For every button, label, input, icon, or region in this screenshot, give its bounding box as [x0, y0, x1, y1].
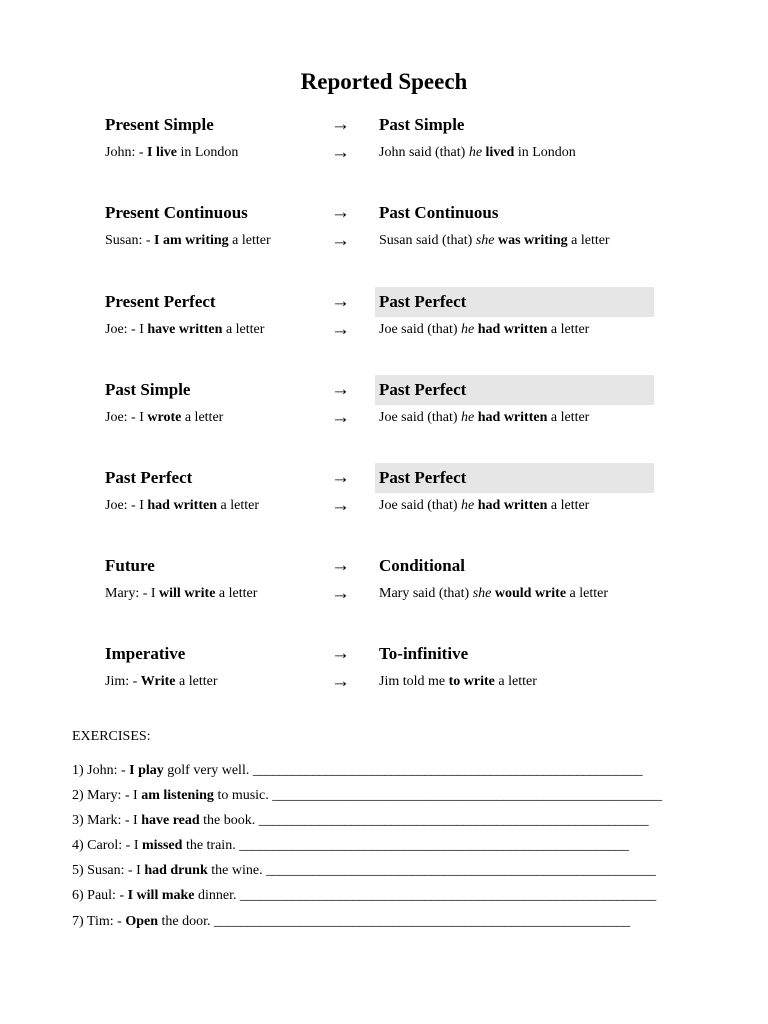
text-run: John said (that) [379, 145, 469, 160]
text-run: a letter [175, 674, 218, 689]
text-run: Susan said (that) [379, 233, 476, 248]
text-run: John: - [105, 145, 147, 160]
text-run: a letter [567, 233, 610, 248]
example-direct [105, 407, 223, 429]
text-run: 6) Paul: - [72, 888, 128, 903]
example-reported [379, 671, 537, 693]
italic-text: she [475, 233, 495, 248]
text-run: a letter [566, 586, 609, 601]
tense-direct: Past Simple [105, 380, 191, 399]
bold-text: Write [140, 674, 176, 689]
bold-text: had written [477, 410, 548, 425]
bold-text: had written [477, 322, 548, 337]
text-run: Joe said (that) [379, 322, 462, 337]
answer-blank[interactable]: _______________________________________________________________ [240, 888, 656, 903]
tense-direct: Imperative [105, 644, 186, 663]
text-run: Joe: - I [105, 498, 148, 513]
arrow-icon: → [331, 230, 350, 251]
bold-text: would write [494, 586, 567, 601]
text-run: Susan: - [105, 233, 154, 248]
text-run: golf very well. [163, 763, 253, 778]
arrow-icon: → [331, 555, 350, 576]
example-direct [105, 230, 271, 252]
text-run: the wine. [207, 863, 267, 878]
bold-text: to write [448, 674, 495, 689]
example-reported [379, 142, 576, 164]
example-reported [379, 319, 589, 341]
text-run: the train. [182, 838, 240, 853]
tense-direct: Past Perfect [105, 468, 193, 487]
text-run: 2) Mary: - I [72, 788, 142, 803]
rule-row [0, 198, 768, 258]
text-run: a letter [181, 410, 224, 425]
italic-text: she [472, 586, 492, 601]
text-run: a letter [222, 322, 265, 337]
text-run: Joe said (that) [379, 498, 462, 513]
arrow-icon: → [331, 671, 350, 692]
tense-direct: Present Continuous [105, 203, 248, 222]
text-run: the book. [199, 813, 259, 828]
rule-row [0, 463, 768, 523]
example-direct [105, 671, 218, 693]
exercise-item [72, 785, 696, 807]
bold-text: I play [129, 763, 164, 778]
text-run: Mary: - I [105, 586, 160, 601]
exercise-item [72, 810, 696, 832]
arrow-icon: → [331, 643, 350, 664]
arrow-icon: → [331, 291, 350, 312]
bold-text: had drunk [144, 863, 208, 878]
tense-reported: Past Continuous [379, 203, 499, 222]
example-direct [105, 142, 238, 164]
arrow-icon: → [331, 114, 350, 135]
bold-text: lived [485, 145, 515, 160]
rule-row [0, 551, 768, 611]
arrow-icon: → [331, 379, 350, 400]
exercise-item [72, 885, 696, 907]
text-run: 3) Mark: - I [72, 813, 142, 828]
exercise-item [72, 911, 696, 933]
answer-blank[interactable]: ___________________________________________________________ [266, 863, 656, 878]
text-run: to music. [213, 788, 273, 803]
italic-text: he [461, 498, 475, 513]
answer-blank[interactable]: _______________________________________________________________ [214, 914, 630, 929]
page-title: Reported Speech [300, 69, 468, 94]
text-run: dinner. [194, 888, 240, 903]
tense-direct: Present Simple [105, 115, 214, 134]
bold-text: I live [147, 145, 177, 160]
example-direct [105, 495, 259, 517]
rule-row [0, 639, 768, 699]
tense-reported: Past Simple [379, 115, 465, 134]
arrow-icon: → [331, 583, 350, 604]
text-run: a letter [228, 233, 271, 248]
text-run: 1) John: - [72, 763, 130, 778]
text-run: Jim: - [105, 674, 141, 689]
answer-blank[interactable]: ___________________________________________________________ [272, 788, 662, 803]
bold-text: wrote [147, 410, 182, 425]
answer-blank[interactable]: ___________________________________________________________ [252, 763, 643, 778]
tense-reported: To-infinitive [379, 644, 469, 663]
arrow-icon: → [331, 495, 350, 516]
text-run: 4) Carol: - I [72, 838, 142, 853]
text-run: Joe: - I [105, 410, 148, 425]
tense-direct: Present Perfect [105, 292, 216, 311]
exercise-item [72, 835, 696, 857]
example-reported [379, 583, 608, 605]
bold-text: had written [477, 498, 548, 513]
rule-row [0, 110, 768, 170]
tense-reported: Past Perfect [375, 375, 654, 405]
text-run: Joe: - I [105, 322, 148, 337]
text-run: Mary said (that) [379, 586, 473, 601]
bold-text: I will make [127, 888, 195, 903]
text-run: a letter [547, 410, 590, 425]
answer-blank[interactable]: ___________________________________________________________ [239, 838, 629, 853]
text-run: a letter [547, 322, 590, 337]
tense-direct: Future [105, 556, 155, 575]
arrow-icon: → [331, 319, 350, 340]
text-run: 7) Tim: - [72, 914, 126, 929]
tense-reported: Past Perfect [375, 463, 654, 493]
arrow-icon: → [331, 407, 350, 428]
text-run: a letter [547, 498, 590, 513]
arrow-icon: → [331, 467, 350, 488]
bold-text: missed [141, 838, 183, 853]
example-reported [379, 230, 610, 252]
exercise-item [72, 760, 696, 782]
example-reported [379, 407, 589, 429]
italic-text: he [461, 410, 475, 425]
text-run: in London [176, 145, 239, 160]
bold-text: I am writing [154, 233, 229, 248]
exercises-heading: EXERCISES: [72, 729, 151, 744]
bold-text: Open [125, 914, 158, 929]
bold-text: had written [147, 498, 218, 513]
text-run: Jim told me [379, 674, 449, 689]
rule-row [0, 287, 768, 347]
text-run: the door. [158, 914, 214, 929]
tense-reported: Conditional [379, 556, 465, 575]
text-run: in London [514, 145, 576, 160]
bold-text: am listening [141, 788, 214, 803]
italic-text: he [461, 322, 475, 337]
text-run: a letter [494, 674, 537, 689]
bold-text: will write [159, 586, 216, 601]
arrow-icon: → [331, 202, 350, 223]
text-run: 5) Susan: - I [72, 863, 145, 878]
example-reported [379, 495, 589, 517]
text-run: a letter [215, 586, 258, 601]
arrow-icon: → [331, 142, 350, 163]
rule-row [0, 375, 768, 435]
example-direct [105, 319, 264, 341]
answer-blank[interactable]: ___________________________________________________________ [258, 813, 649, 828]
text-run: Joe said (that) [379, 410, 462, 425]
bold-text: was writing [498, 233, 568, 248]
tense-reported: Past Perfect [375, 287, 654, 317]
bold-text: have written [147, 322, 223, 337]
italic-text: he [468, 145, 483, 160]
bold-text: have read [141, 813, 200, 828]
exercise-item [72, 860, 696, 882]
text-run: a letter [217, 498, 259, 513]
example-direct [105, 583, 257, 605]
